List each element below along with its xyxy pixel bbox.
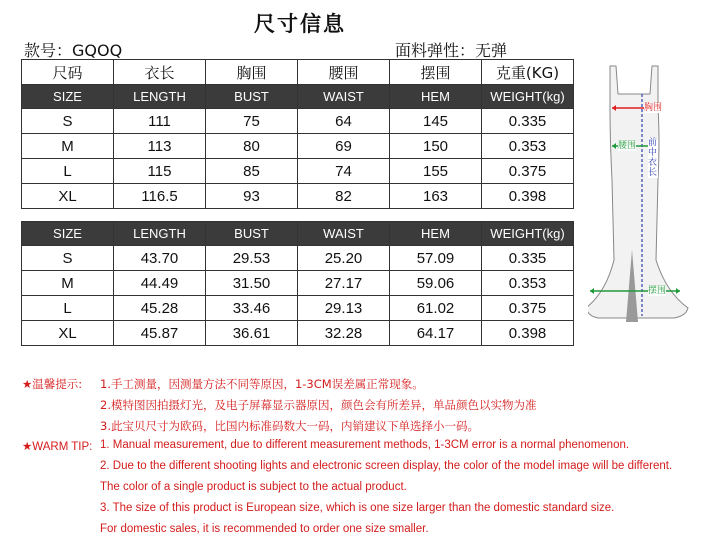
table-row: [22, 296, 574, 321]
size-cell: S: [22, 246, 114, 271]
size-cell: L: [22, 296, 114, 321]
style-number: 款号：GQOQ: [24, 41, 123, 60]
header-cell: WAIST: [298, 85, 390, 109]
header-cell: WEIGHT(kg): [482, 222, 574, 246]
header-cell: 克重(KG): [482, 60, 574, 85]
header-cell: LENGTH: [114, 222, 206, 246]
header-cell: 胸围: [206, 60, 298, 85]
header-cell: BUST: [206, 85, 298, 109]
table-header-row-en: [22, 85, 574, 109]
waist-label: 腰围: [618, 141, 637, 151]
table-row: [22, 246, 574, 271]
hem-cell: 57.09: [390, 246, 482, 271]
table-header-row-en: [22, 222, 574, 246]
tip-cn-3: 3.此宝贝尺寸为欧码，比国内标准码数大一码，内销建议下单选择小一码。: [100, 419, 479, 433]
header-cell: WAIST: [298, 222, 390, 246]
header-cell: HEM: [390, 85, 482, 109]
hem-cell: 145: [390, 109, 482, 134]
weight-cell: 0.375: [482, 159, 574, 184]
weight-cell: 0.335: [482, 109, 574, 134]
length-cell: 115: [114, 159, 206, 184]
tip-cn-1: 1.手工测量，因测量方法不同等原因，1-3CM误差属正常现象。: [100, 377, 424, 391]
header-cell: HEM: [390, 222, 482, 246]
table-row: [22, 271, 574, 296]
bust-cell: 80: [206, 134, 298, 159]
weight-cell: 0.353: [482, 271, 574, 296]
weight-cell: 0.375: [482, 296, 574, 321]
tip-en-3b: For domestic sales, it is recommended to order one size smaller.: [100, 523, 429, 535]
hem-cell: 155: [390, 159, 482, 184]
table-header-row-cn: [22, 60, 574, 85]
size-table-cm: [21, 59, 574, 209]
fabric-elasticity: 面料弹性：无弹: [395, 41, 508, 60]
hem-cell: 59.06: [390, 271, 482, 296]
size-cell: XL: [22, 321, 114, 346]
waist-cell: 69: [298, 134, 390, 159]
bust-cell: 75: [206, 109, 298, 134]
table-row: [22, 159, 574, 184]
header-cell: WEIGHT(kg): [482, 85, 574, 109]
length-cell: 43.70: [114, 246, 206, 271]
header-cell: 衣长: [114, 60, 206, 85]
header-cell: SIZE: [22, 222, 114, 246]
table-row: [22, 109, 574, 134]
length-label: 前中衣长: [648, 138, 658, 178]
size-cell: S: [22, 109, 114, 134]
bust-cell: 29.53: [206, 246, 298, 271]
hem-cell: 150: [390, 134, 482, 159]
header-cell: 摆围: [390, 60, 482, 85]
weight-cell: 0.398: [482, 184, 574, 209]
length-cell: 45.87: [114, 321, 206, 346]
length-cell: 44.49: [114, 271, 206, 296]
waist-cell: 25.20: [298, 246, 390, 271]
hem-label: 摆围: [648, 286, 667, 296]
tip-en-2: 2. Due to the different shooting lights and electronic screen display, the color of the model image will be different.: [100, 460, 673, 472]
tip-prefix-en: ★WARM TIP:: [22, 441, 93, 453]
hem-cell: 163: [390, 184, 482, 209]
bust-cell: 33.46: [206, 296, 298, 321]
table-row: [22, 184, 574, 209]
size-cell: XL: [22, 184, 114, 209]
weight-cell: 0.398: [482, 321, 574, 346]
tip-en-2b: The color of a single product is subject to the actual product.: [100, 481, 407, 493]
length-cell: 111: [114, 109, 206, 134]
tip-cn-2: 2.模特图因拍摄灯光，及电子屏幕显示器原因，颜色会有所差异，单品颜色以实物为准: [100, 398, 537, 412]
length-cell: 116.5: [114, 184, 206, 209]
size-cell: L: [22, 159, 114, 184]
waist-cell: 64: [298, 109, 390, 134]
waist-cell: 29.13: [298, 296, 390, 321]
size-cell: M: [22, 134, 114, 159]
weight-cell: 0.353: [482, 134, 574, 159]
length-cell: 113: [114, 134, 206, 159]
table-row: [22, 321, 574, 346]
tip-en-1: 1. Manual measurement, due to different measurement methods, 1-3CM error is a normal phenomenon.: [100, 439, 630, 451]
bust-label: 胸围: [644, 103, 663, 113]
header-cell: 尺码: [22, 60, 114, 85]
weight-cell: 0.335: [482, 246, 574, 271]
header-cell: LENGTH: [114, 85, 206, 109]
table-row: [22, 134, 574, 159]
length-cell: 45.28: [114, 296, 206, 321]
garment-measurement-figure: [588, 60, 708, 370]
header-cell: SIZE: [22, 85, 114, 109]
tip-prefix-cn: ★温馨提示:: [22, 377, 83, 391]
tip-en-3: 3. The size of this product is European size, which is one size larger than the domestic standard size.: [100, 502, 615, 514]
hem-cell: 61.02: [390, 296, 482, 321]
size-table-inch: [21, 221, 574, 346]
size-cell: M: [22, 271, 114, 296]
header-cell: 腰围: [298, 60, 390, 85]
waist-cell: 74: [298, 159, 390, 184]
hem-cell: 64.17: [390, 321, 482, 346]
waist-cell: 82: [298, 184, 390, 209]
bust-cell: 36.61: [206, 321, 298, 346]
waist-cell: 27.17: [298, 271, 390, 296]
bust-cell: 93: [206, 184, 298, 209]
page-title: 尺寸信息: [254, 12, 346, 36]
bust-cell: 31.50: [206, 271, 298, 296]
bust-cell: 85: [206, 159, 298, 184]
waist-cell: 32.28: [298, 321, 390, 346]
header-cell: BUST: [206, 222, 298, 246]
